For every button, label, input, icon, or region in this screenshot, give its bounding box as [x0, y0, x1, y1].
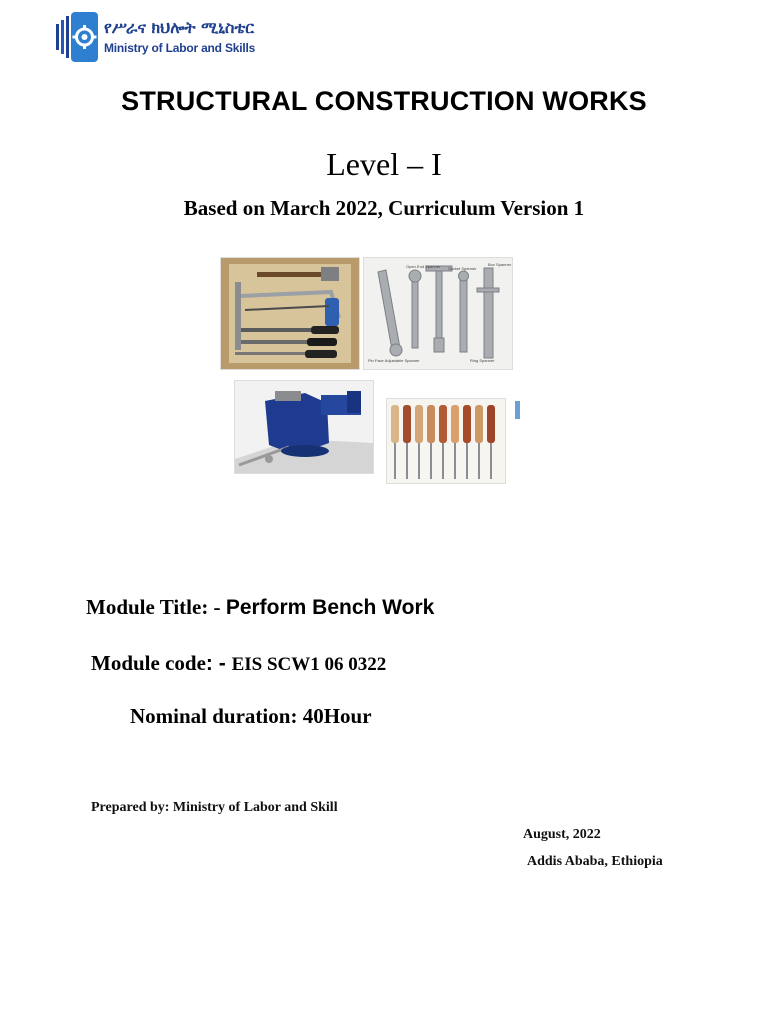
nominal-duration-value: 40Hour: [302, 704, 372, 728]
logo-amharic-text: የሥራና ክህሎት ሚኒስቴር: [104, 18, 255, 37]
publication-date: August, 2022: [523, 827, 601, 842]
module-code-label: Module code: [91, 651, 206, 675]
spanner-label: Box Spanner: [488, 262, 512, 267]
module-title-value: Perform Bench Work: [225, 596, 435, 619]
spanner-label: Ring Spanner: [470, 358, 495, 363]
curriculum-version: Based on March 2022, Curriculum Version 1: [183, 196, 585, 220]
document-title: STRUCTURAL CONSTRUCTION WORKS: [121, 86, 647, 116]
ministry-logo: [56, 12, 256, 64]
logo-english-text: Ministry of Labor and Skills: [104, 41, 256, 55]
level-heading: Level – I: [326, 146, 442, 182]
chisels-photo: [386, 398, 506, 484]
module-code-line: [91, 651, 386, 676]
spanner-label: Socket Spanner: [448, 266, 477, 271]
module-title-label: Module Title: -: [86, 595, 226, 619]
prepared-by: Prepared by: Ministry of Labor and Skill: [91, 800, 338, 815]
module-title-line: [86, 595, 434, 620]
nominal-duration-label: Nominal duration:: [130, 704, 303, 728]
publication-place: Addis Ababa, Ethiopia: [527, 854, 663, 869]
module-code-value: EIS SCW1 06 0322: [231, 654, 387, 675]
gear-bars-icon: [56, 12, 100, 62]
spanner-label: Open End Spanner: [406, 264, 441, 269]
nominal-duration-line: [130, 704, 372, 729]
bench-vise-photo: [234, 380, 374, 474]
spanner-label: Pin Face Adjustable Spanner: [368, 358, 420, 363]
blue-marker: [515, 401, 520, 419]
hand-tools-photo: [220, 257, 360, 370]
spanners-photo: [363, 257, 513, 370]
module-code-separator: : -: [205, 652, 232, 675]
